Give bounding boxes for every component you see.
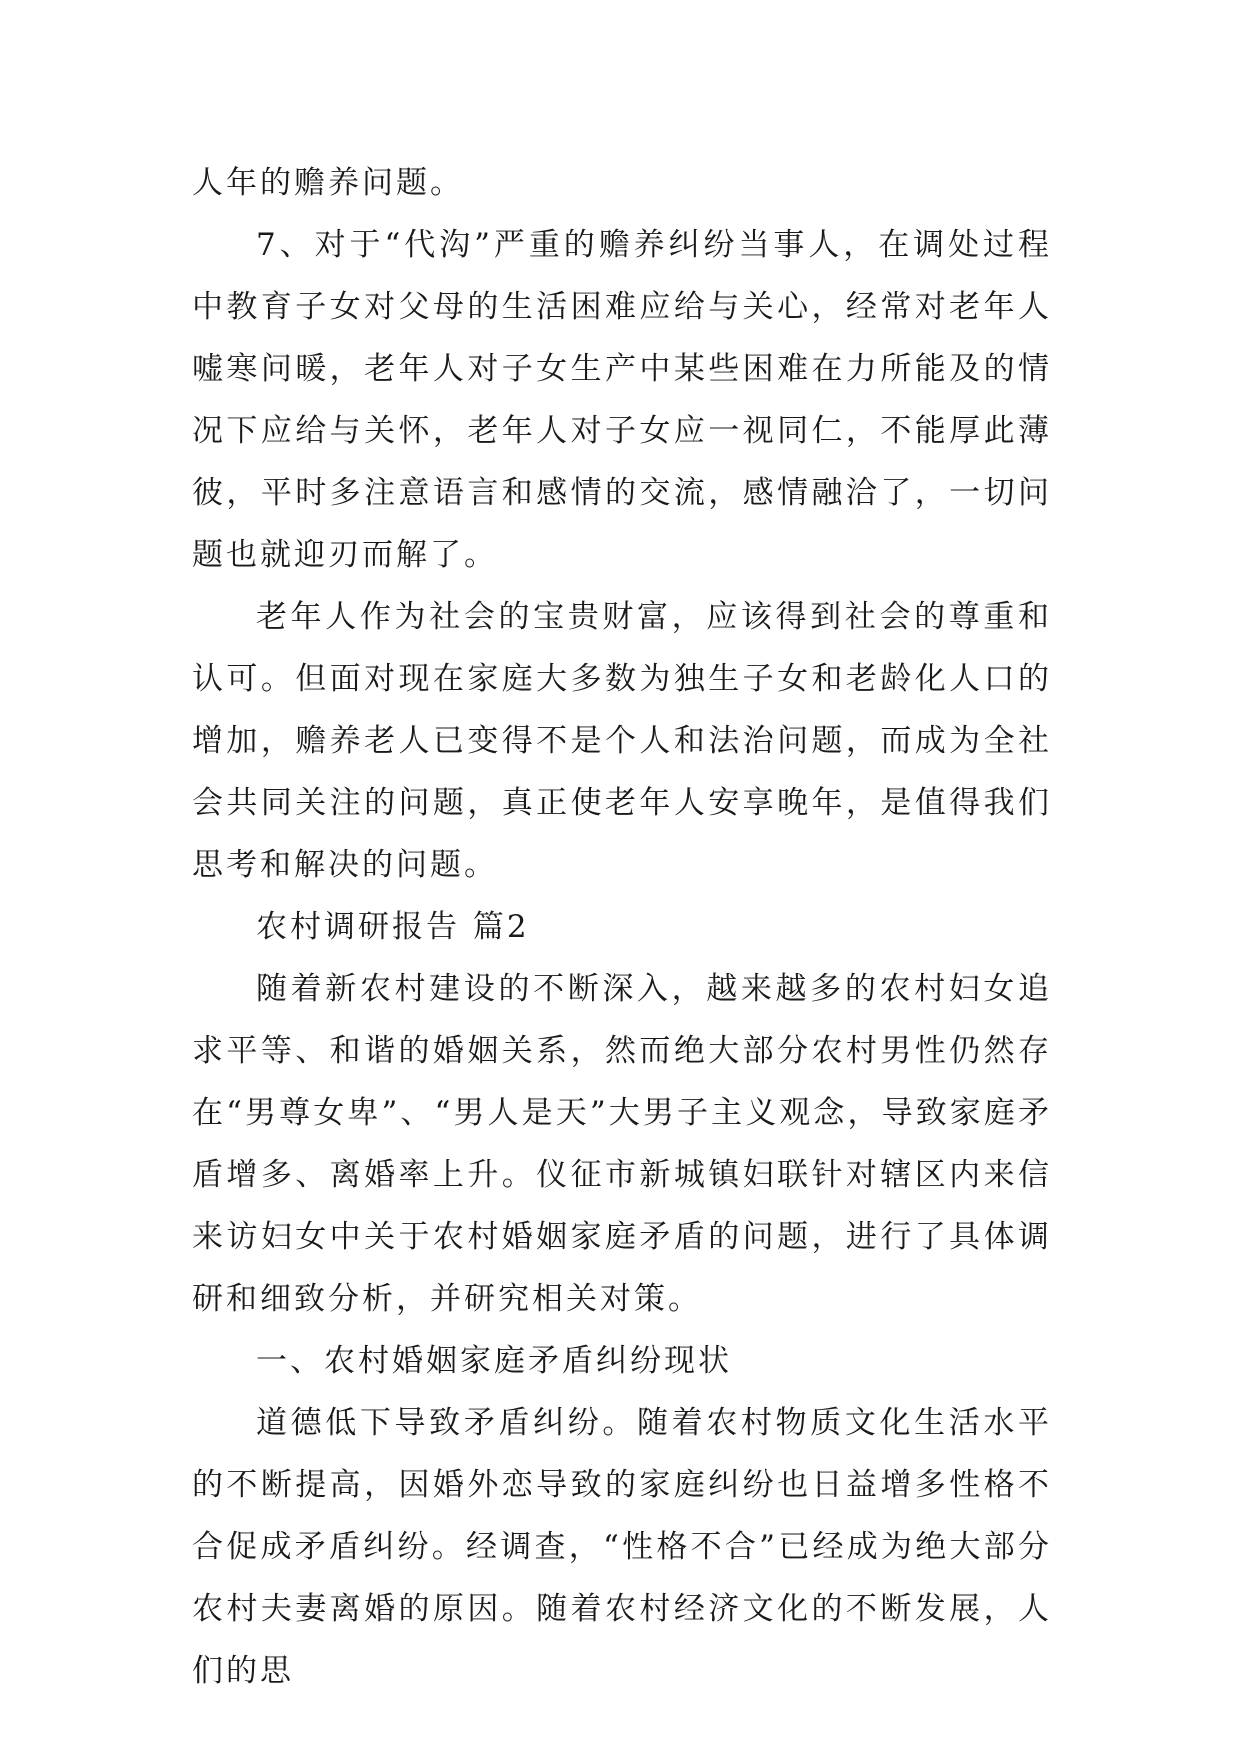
paragraph-intro: 随着新农村建设的不断深入，越来越多的农村妇女追求平等、和谐的婚姻关系，然而绝大部分农村男性仍然存在“男尊女卑”、“男人是天”大男子主义观念，导致家庭矛盾增多、离婚率上升。仪征市新城镇妇联针对辖区内来信来访妇女中关于农村婚姻家庭矛盾的问题，进行了具体调研和细致分析，并研究相关对策。 <box>192 971 1052 1317</box>
paragraph-body: 道德低下导致矛盾纠纷。随着农村物质文化生活水平的不断提高，因婚外恋导致的家庭纠纷也日益增多性格不合促成矛盾纠纷。经调查，“性格不合”已经成为绝大部分农村夫妻离婚的原因。随着农村经济文化的不断发展，人们的思 <box>192 1405 1052 1689</box>
section-title: 农村调研报告 篇2 <box>256 909 530 945</box>
paragraph-item-7: 7、对于“代沟”严重的赡养纠纷当事人，在调处过程中教育子女对父母的生活困难应给与关心，经常对老年人嘘寒问暖，老年人对子女生产中某些困难在力所能及的情况下应给与关怀，老年人对子女应一视同仁，不能厚此薄彼，平时多注意语言和感情的交流，感情融洽了，一切问题也就迎刃而解了。 <box>192 227 1052 573</box>
section-heading: 一、农村婚姻家庭矛盾纠纷现状 <box>256 1343 732 1379</box>
document-body <box>192 152 1052 1702</box>
paragraph-conclusion: 老年人作为社会的宝贵财富，应该得到社会的尊重和认可。但面对现在家庭大多数为独生子女和老龄化人口的增加，赡养老人已变得不是个人和法治问题，而成为全社会共同关注的问题，真正使老年人安享晚年，是值得我们思考和解决的问题。 <box>192 599 1052 883</box>
paragraph-continuation: 人年的赡养问题。 <box>192 165 464 201</box>
